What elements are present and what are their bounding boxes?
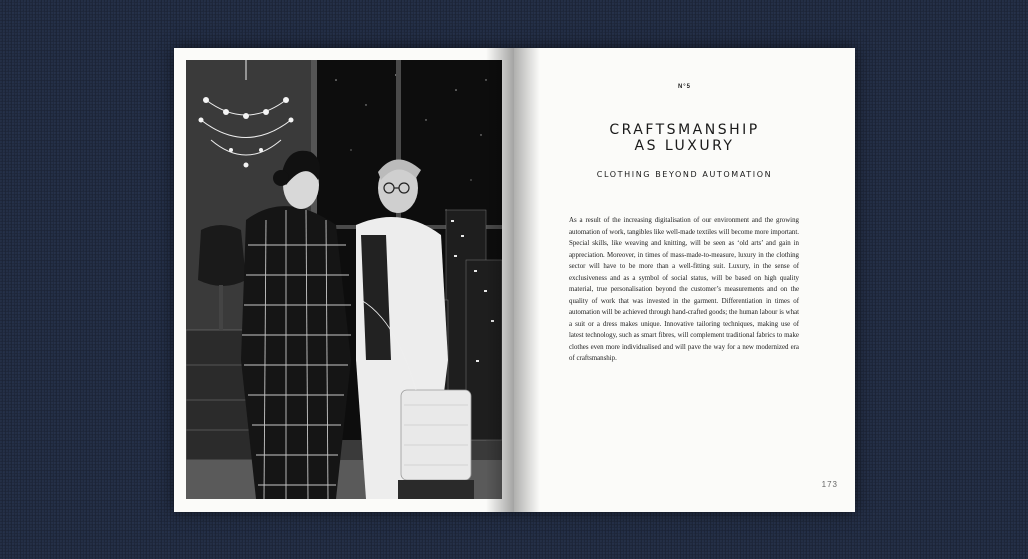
tailor-illustration [186, 60, 502, 499]
chapter-title-line-2: AS LUXURY [634, 138, 735, 154]
chapter-subtitle: CLOTHING BEYOND AUTOMATION [596, 170, 773, 179]
chapter-title-line-1: CRAFTSMANSHIP [609, 122, 760, 138]
page-number: 173 [821, 480, 838, 489]
body-paragraph: As a result of the increasing digitalisation of our environment and the growing automation of work, tangibles like well-made textiles will become more important. Special skills, like weaving and knitting, will be seen as ‘old arts’ and gain in appreciation. Moreover, in times of mass-made-to-measure, luxury in the clothing sector will have to be more than a well-fitting suit. Luxury, in the sense of exclusiveness and as a symbol of social status, will be based on high quality material, true personalisation beyond the customer’s measurements and on the quality of work that was invested in the garment. Differentiation in times of automation will be achieved through hand-crafted goods; the human labour is what a suit or a dress makes unique. Innovative tailoring techniques, making use of latest technology, such as smart fibres, will complement traditional fabrics to make clothes even more individualised and will pave the way for a new modernized era of craftsmanship. [569, 217, 799, 362]
chapter-number: N°5 [677, 84, 692, 90]
right-page [514, 48, 855, 512]
left-page [174, 48, 514, 512]
gutter-shadow-left [486, 48, 514, 512]
illustration-artwork [186, 60, 502, 499]
gutter-shadow-right [514, 48, 540, 512]
chapter-title [514, 122, 855, 154]
open-book [174, 48, 855, 512]
